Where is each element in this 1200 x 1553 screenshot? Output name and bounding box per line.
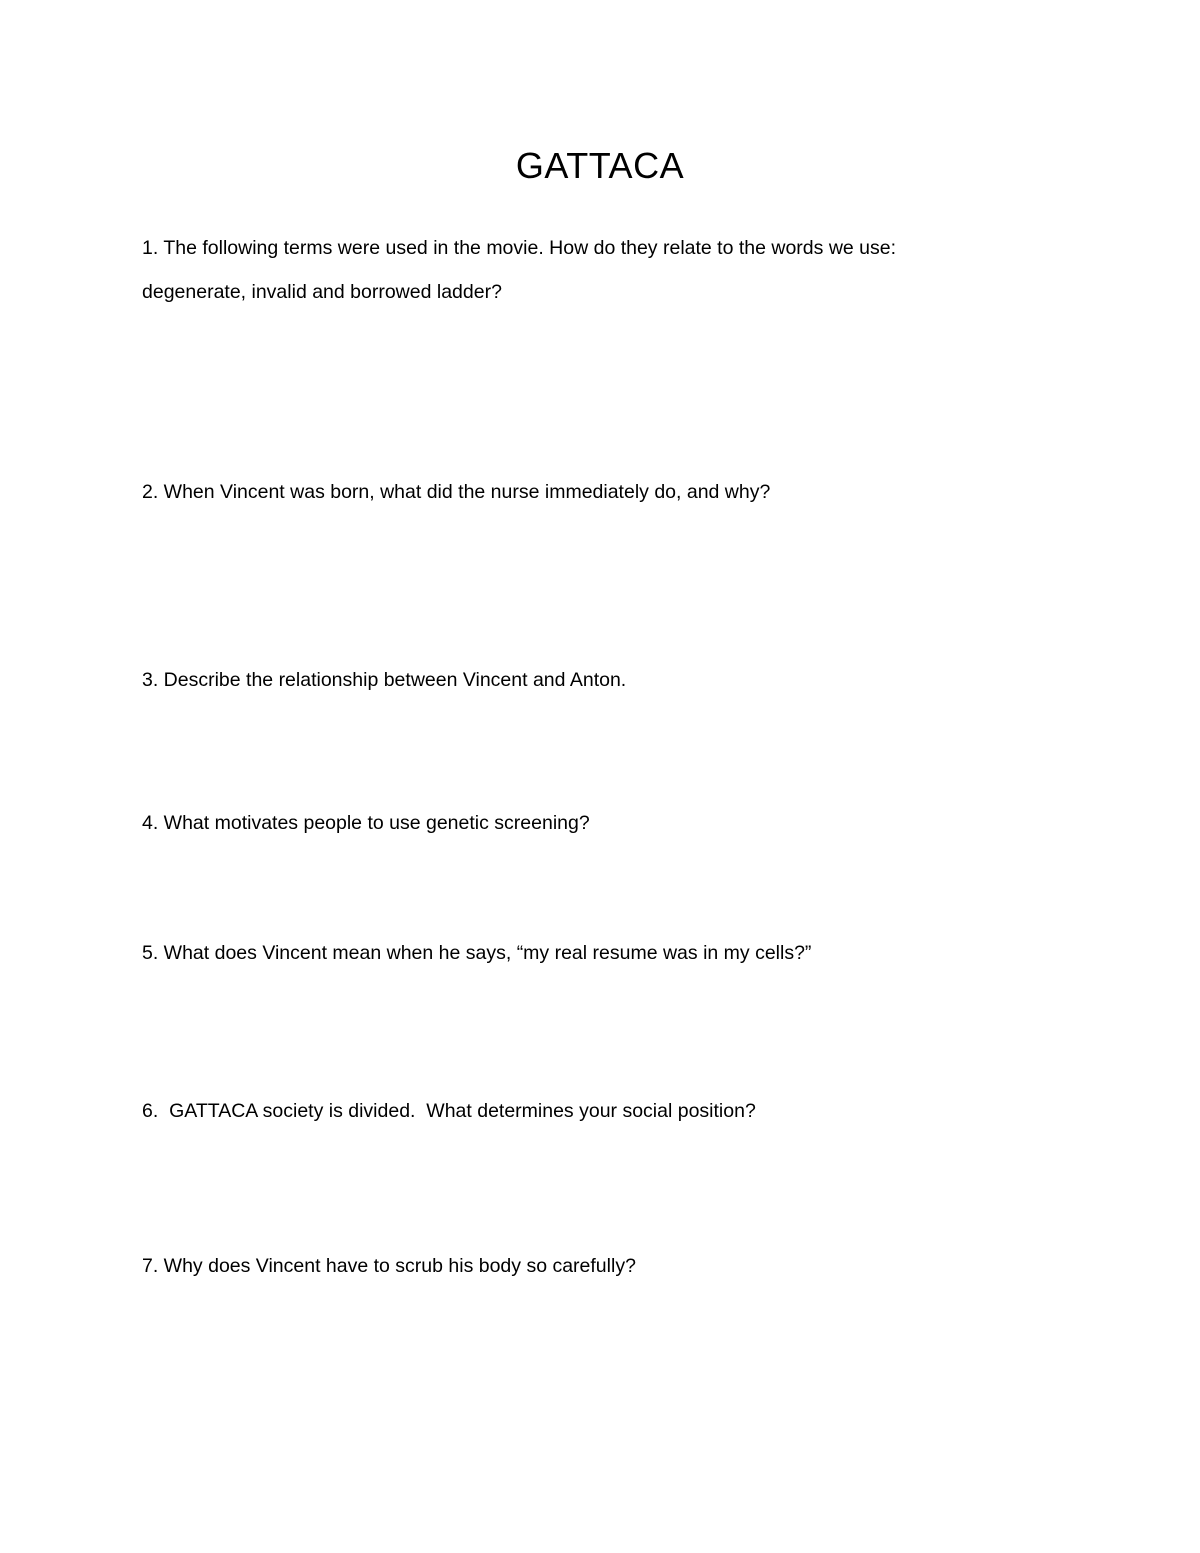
question-5	[142, 931, 1062, 975]
question-2-text: 2. When Vincent was born, what did the nurse immediately do, and why?	[142, 481, 771, 503]
question-2	[142, 470, 1062, 514]
question-7	[142, 1244, 1062, 1288]
question-6-text: 6. GATTACA society is divided. What determines your social position?	[142, 1100, 756, 1122]
question-6	[142, 1089, 1062, 1133]
question-7-text: 7. Why does Vincent have to scrub his body so carefully?	[142, 1255, 636, 1277]
question-1-line-1: 1. The following terms were used in the movie. How do they relate to the words we use:	[142, 237, 897, 259]
question-1	[142, 226, 1062, 314]
question-3-text: 3. Describe the relationship between Vincent and Anton.	[142, 669, 627, 691]
page-title: GATTACA	[515, 145, 685, 186]
question-1-line-2: degenerate, invalid and borrowed ladder?	[142, 281, 502, 303]
question-4-text: 4. What motivates people to use genetic screening?	[142, 812, 590, 834]
question-5-text: 5. What does Vincent mean when he says, “my real resume was in my cells?”	[142, 942, 812, 964]
question-4	[142, 801, 1062, 845]
question-3	[142, 658, 1062, 702]
